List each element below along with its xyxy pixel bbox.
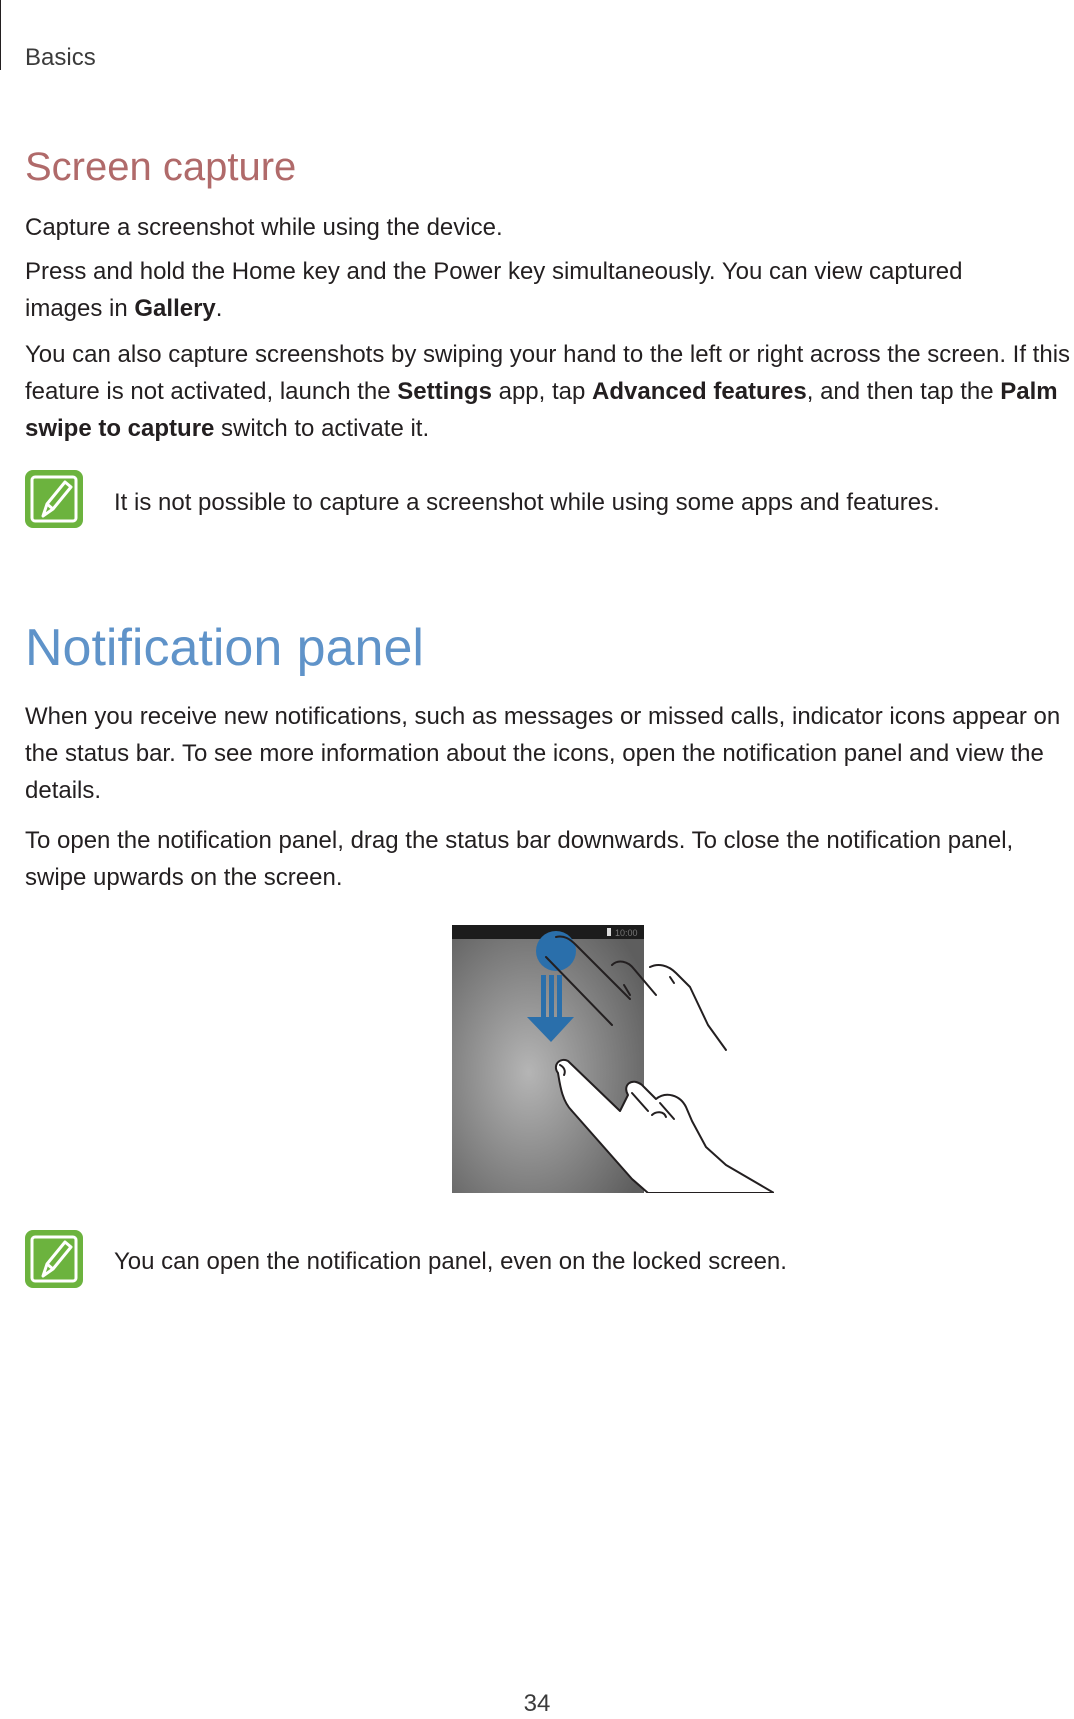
note-text: You can open the notification panel, even on the locked screen.	[114, 1248, 787, 1275]
note-icon	[25, 470, 83, 528]
paragraph: To open the notification panel, drag the status bar downwards. To close the notification panel, swipe upwards on the screen.	[25, 827, 1014, 891]
paragraph	[25, 253, 1025, 327]
drag-status-bar-illustration	[452, 925, 774, 1193]
text-run: Press and hold the Home key and the Power key simultaneously. You can view captured images in	[25, 258, 963, 322]
running-header: Basics	[25, 44, 96, 71]
battery-icon	[607, 928, 611, 936]
paragraph	[25, 336, 1074, 447]
header-rule	[0, 0, 1, 70]
section-title-screen-capture: Screen capture	[25, 145, 297, 189]
text-run: , and then tap the	[806, 378, 1001, 405]
note-icon	[25, 1230, 83, 1288]
paragraph: Capture a screenshot while using the device.	[25, 214, 503, 241]
ui-term-palm-swipe: Palm swipe to capture	[25, 378, 1058, 442]
text-run: You can also capture screenshots by swiping your hand to the left or right across the screen. If this feature is not activated, launch the	[25, 341, 1071, 405]
paragraph: When you receive new notifications, such as messages or missed calls, indicator icons appear on the status bar. To see more information about the icons, open the notification panel and view the details.	[25, 703, 1061, 804]
chapter-title-notification-panel: Notification panel	[25, 619, 424, 677]
ui-term-gallery: Gallery	[134, 295, 216, 322]
text-run: app, tap	[491, 378, 592, 405]
ui-term-advanced-features: Advanced features	[592, 378, 807, 405]
status-time: 10:00	[615, 928, 638, 938]
page-number: 34	[523, 1690, 551, 1717]
note-text: It is not possible to capture a screenshot while using some apps and features.	[114, 489, 940, 516]
ui-term-settings: Settings	[397, 378, 492, 405]
text-run: switch to activate it.	[214, 415, 430, 442]
text-run: .	[215, 295, 223, 322]
